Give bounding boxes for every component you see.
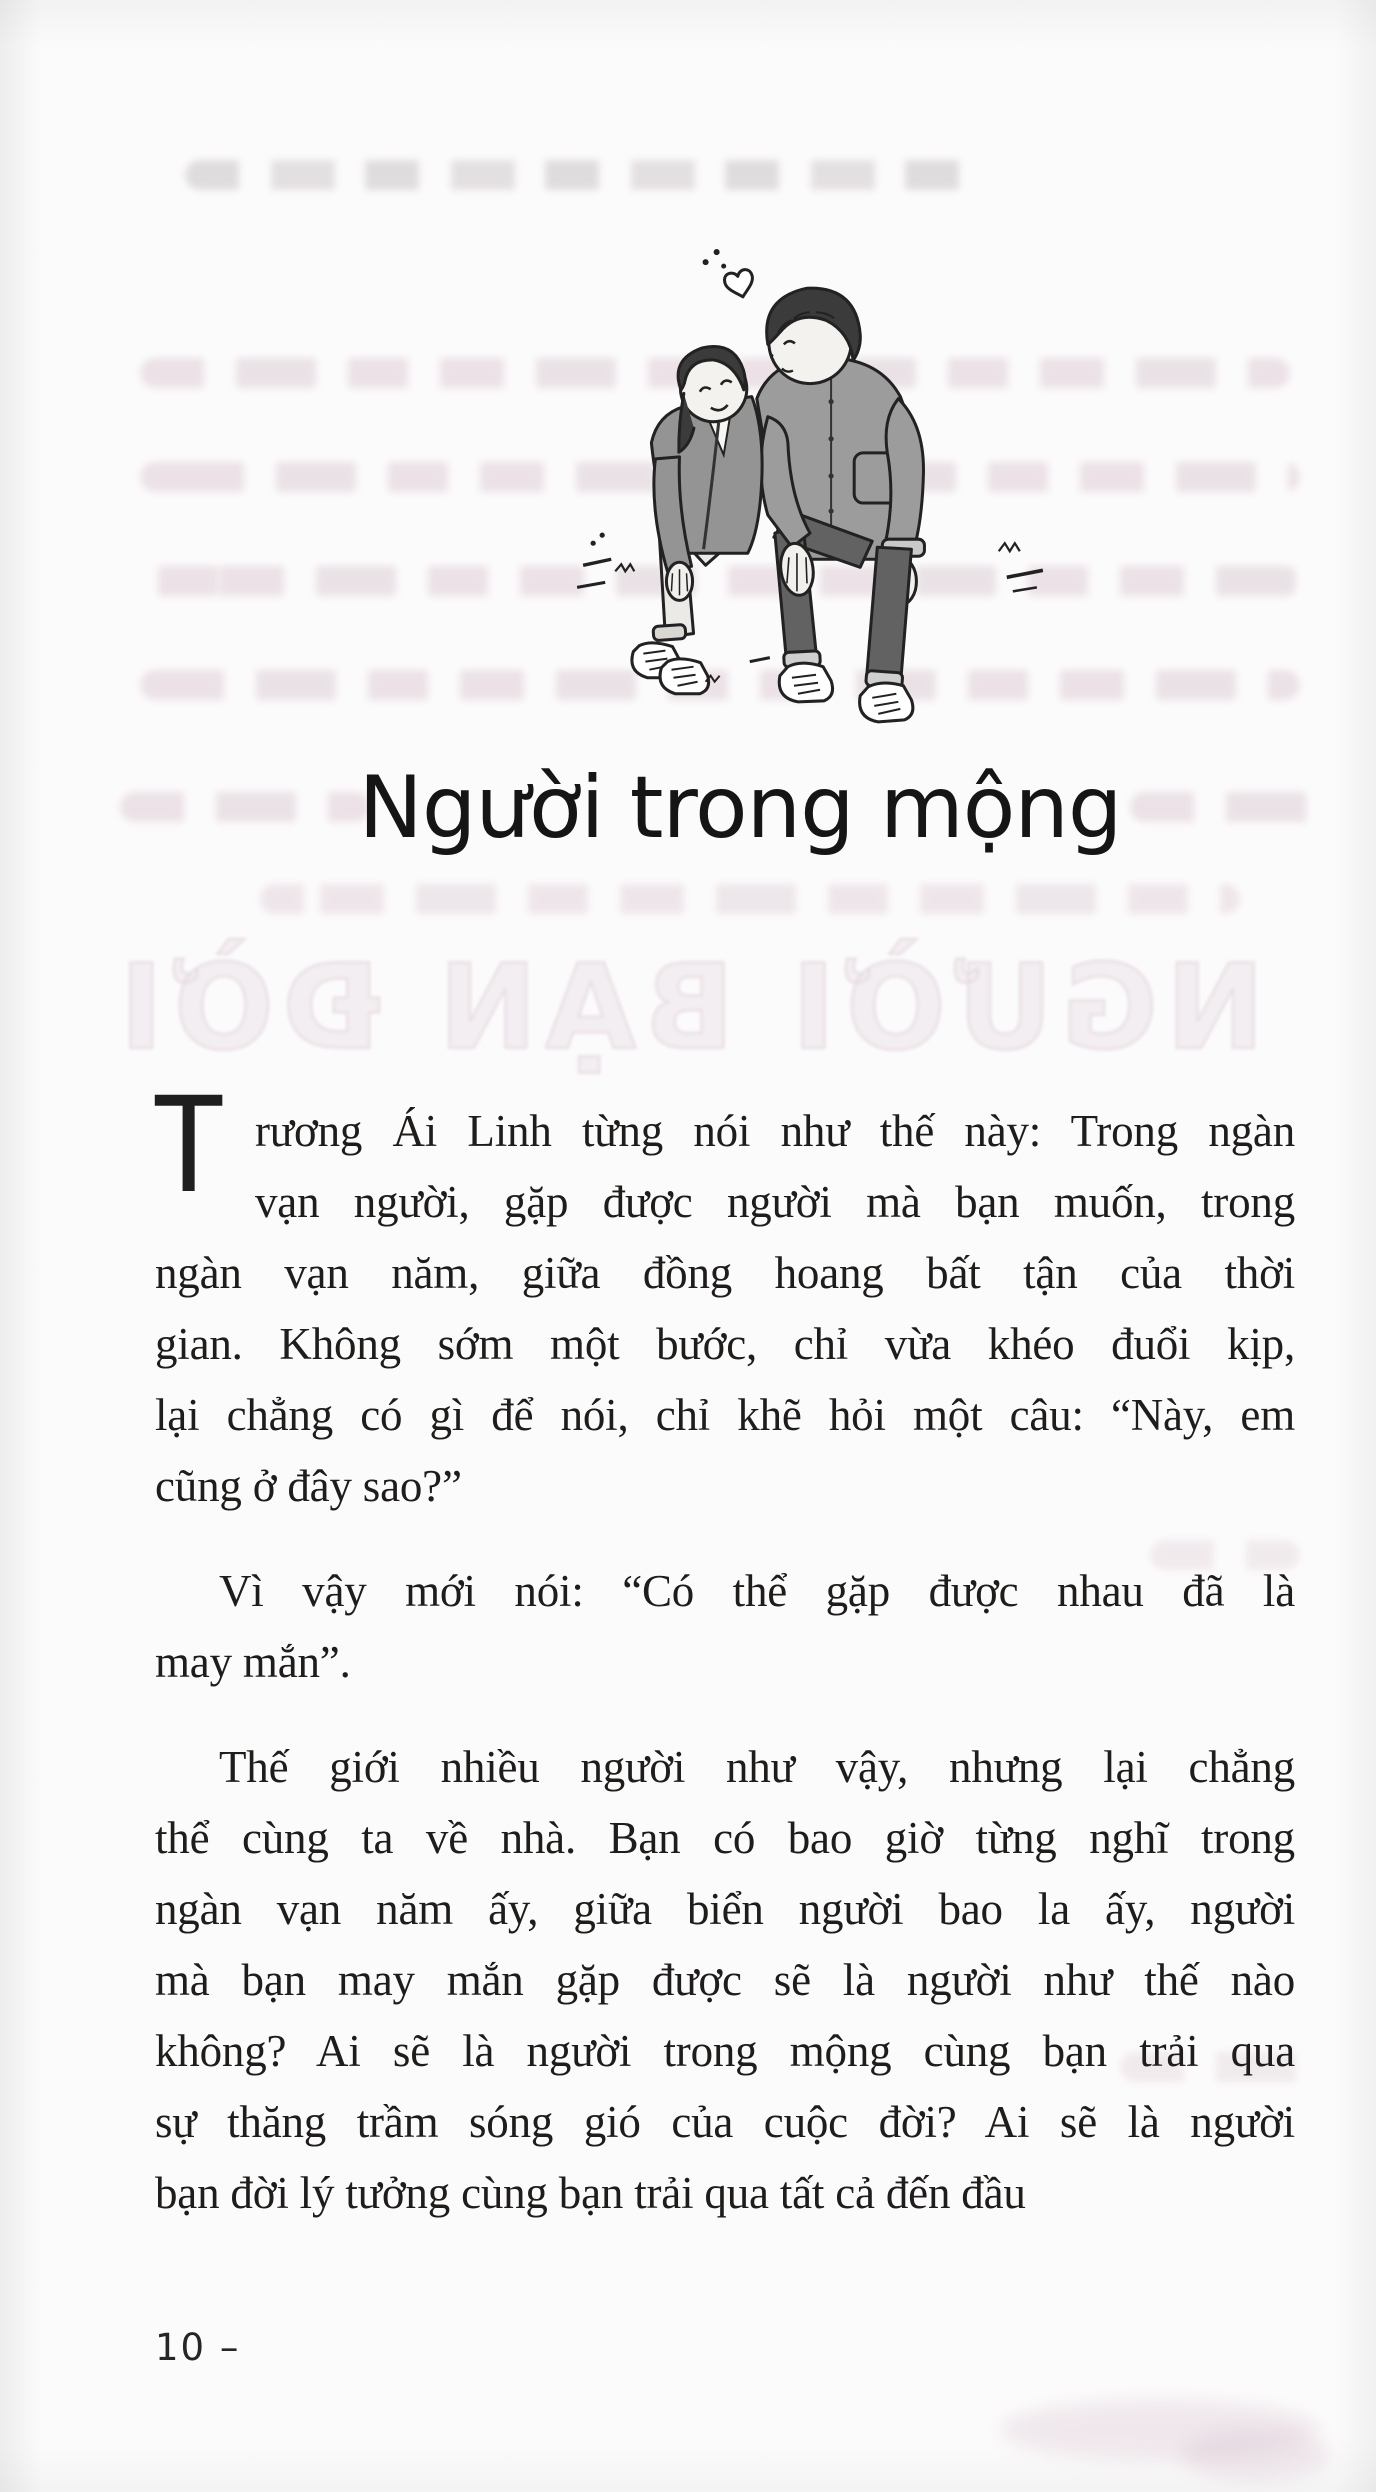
text-line: Vì vậy mới nói: “Có thể gặp được nhau đã là: [219, 1566, 1295, 1616]
paragraph: [155, 1732, 1295, 2229]
page-number: 10 –: [155, 2326, 241, 2369]
couple-illustration-svg: [553, 246, 1065, 738]
bleedthrough-smudge: [1000, 2400, 1320, 2460]
text-line: Thế giới nhiều người như vậy, nhưng lại chẳng: [219, 1742, 1295, 1792]
man-figure: [757, 288, 925, 722]
text-line: không? Ai sẽ là người trong mộng cùng bạn trải qua: [155, 2026, 1295, 2076]
text-line: cũng ở đây sao?”: [155, 1461, 462, 1511]
couple-illustration: [553, 246, 1065, 738]
text-line: thể cùng ta về nhà. Bạn có bao giờ từng nghĩ trong: [155, 1813, 1295, 1863]
heart-icon: [703, 249, 757, 300]
dropcap-letter: T: [152, 1069, 225, 1223]
paragraph: [152, 1069, 1295, 1522]
text-line: may mắn”.: [155, 1637, 351, 1687]
body-text: [152, 1069, 1295, 2263]
bleedthrough-smudge: [1180, 2430, 1330, 2480]
bleedthrough-line: [185, 160, 975, 190]
woman-figure: [632, 340, 762, 694]
bleedthrough-line: [260, 884, 1240, 914]
text-line: gian. Không sớm một bước, chỉ vừa khéo đuổi kịp,: [155, 1319, 1295, 1369]
text-line: mà bạn may mắn gặp được sẽ là người như thế nào: [155, 1955, 1295, 2005]
text-line: ngàn vạn năm ấy, giữa biển người bao la ấy, người: [155, 1884, 1295, 1934]
text-line: rương Ái Linh từng nói như thế này: Trong ngàn: [255, 1106, 1295, 1156]
chapter-title: Người trong mộng: [358, 758, 1122, 858]
paragraph: [155, 1556, 1295, 1698]
text-line: bạn đời lý tưởng cùng bạn trải qua tất cả đến đầu: [155, 2168, 1026, 2218]
bleedthrough-mirrored-title: NGƯỜI BẠN ĐỜI: [111, 938, 1265, 1076]
text-line: ngàn vạn năm, giữa đồng hoang bất tận của thời: [155, 1248, 1295, 1298]
text-line: sự thăng trầm sóng gió của cuộc đời? Ai sẽ là người: [155, 2097, 1295, 2147]
text-line: lại chẳng có gì để nói, chỉ khẽ hỏi một câu: “Này, em: [155, 1390, 1295, 1440]
text-line: vạn người, gặp được người mà bạn muốn, trong: [255, 1177, 1295, 1227]
